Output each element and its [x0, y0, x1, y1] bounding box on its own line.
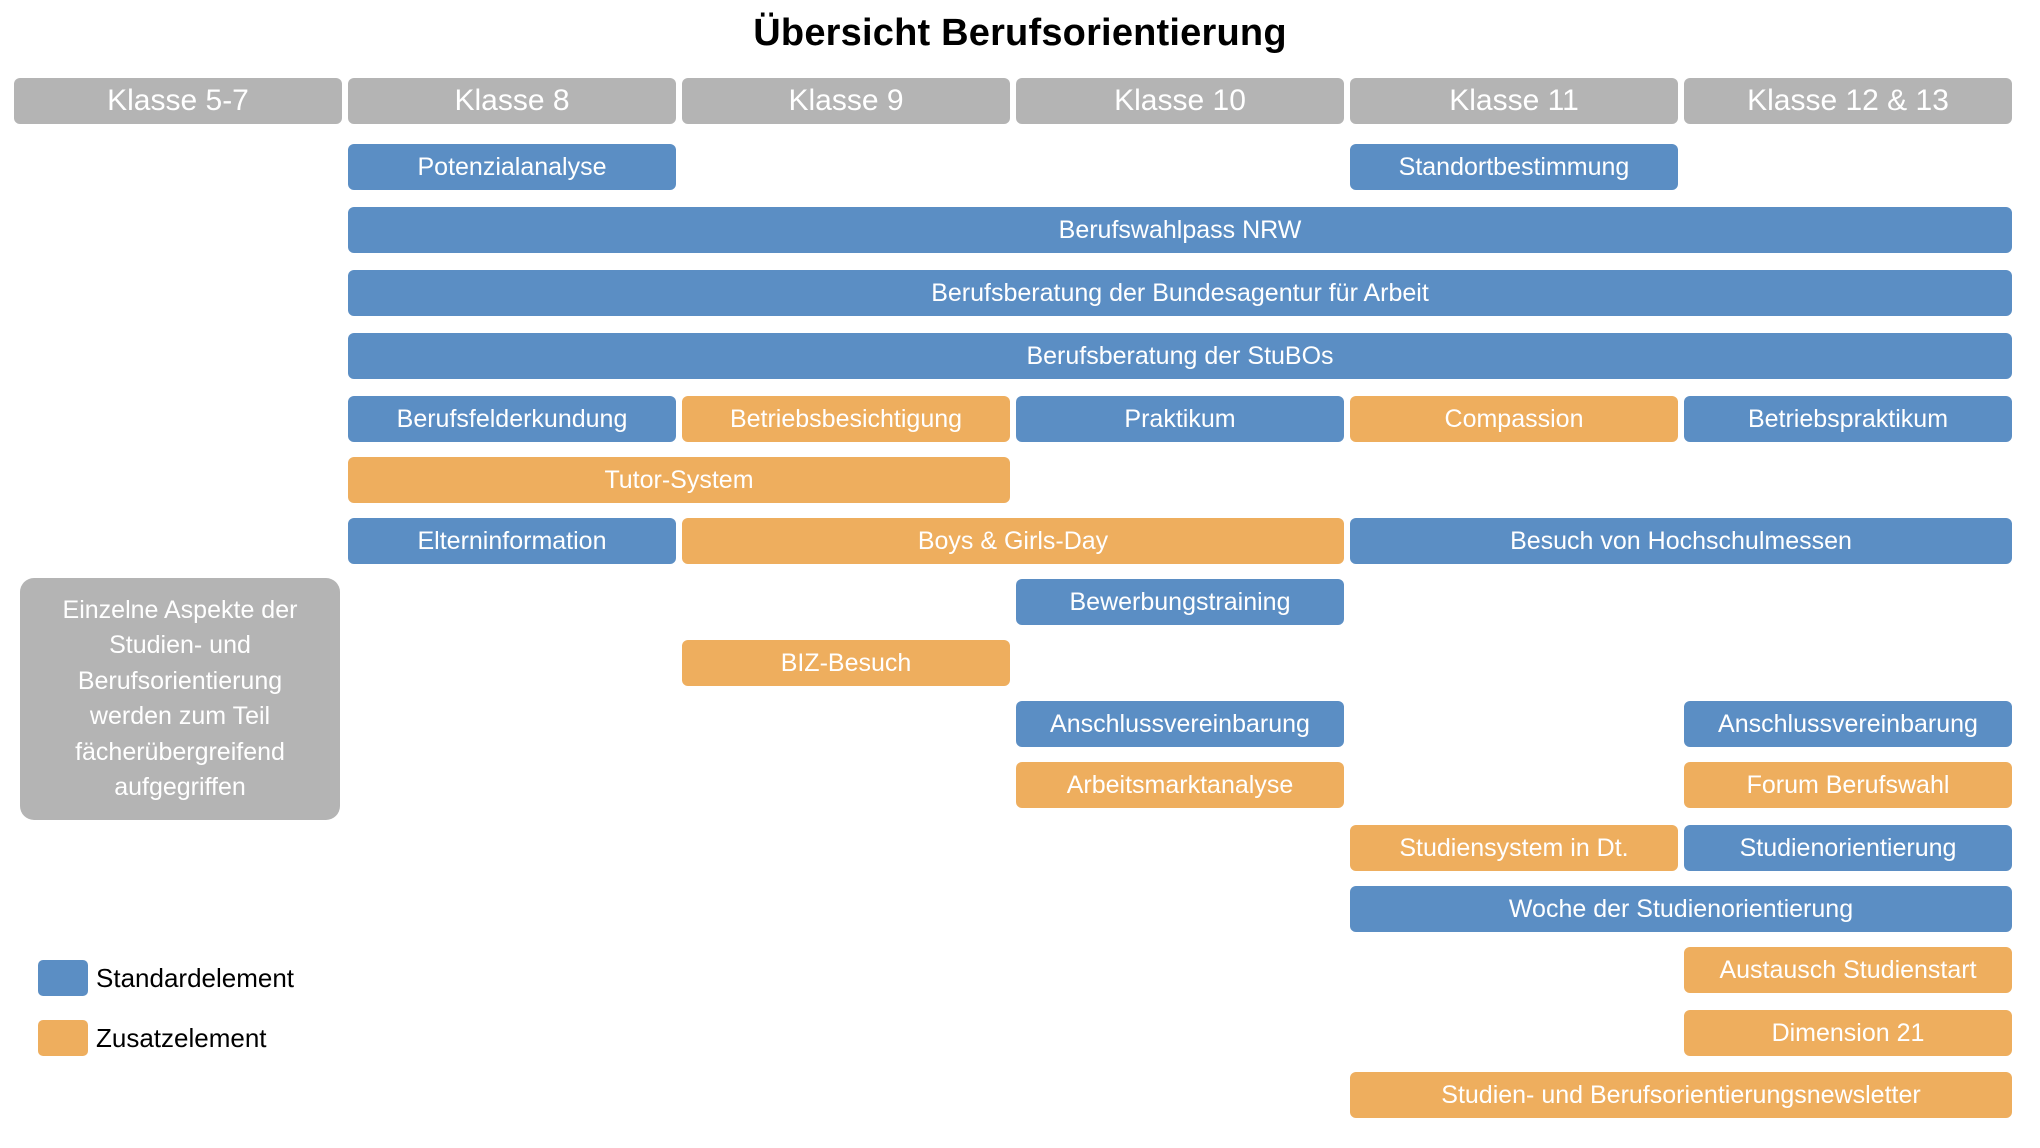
- column-header: Klasse 11: [1350, 78, 1678, 124]
- column-header: Klasse 8: [348, 78, 676, 124]
- timeline-bar: Forum Berufswahl: [1684, 762, 2012, 808]
- timeline-bar: Dimension 21: [1684, 1010, 2012, 1056]
- legend-swatch-standard: [38, 960, 88, 996]
- timeline-bar: Studien- und Berufsorientierungsnewsletter: [1350, 1072, 2012, 1118]
- column-header: Klasse 10: [1016, 78, 1344, 124]
- timeline-bar: Elterninformation: [348, 518, 676, 564]
- legend-label: Standardelement: [96, 963, 295, 993]
- timeline-bar: Woche der Studienorientierung: [1350, 886, 2012, 932]
- timeline-bar: Berufsfelderkundung: [348, 396, 676, 442]
- timeline-bar: Betriebspraktikum: [1684, 396, 2012, 442]
- timeline-bar: Berufswahlpass NRW: [348, 207, 2012, 253]
- timeline-bar: Standortbestimmung: [1350, 144, 1678, 190]
- timeline-bar: Boys & Girls-Day: [682, 518, 1344, 564]
- timeline-bar: Betriebsbesichtigung: [682, 396, 1010, 442]
- timeline-bar: Arbeitsmarktanalyse: [1016, 762, 1344, 808]
- timeline-bar: BIZ-Besuch: [682, 640, 1010, 686]
- column-header: Klasse 9: [682, 78, 1010, 124]
- timeline-bar: Praktikum: [1016, 396, 1344, 442]
- side-note: Einzelne Aspekte der Studien- und Berufsorientierung werden zum Teil fächerübergreifend aufgegriffen: [20, 578, 340, 820]
- timeline-bar: Tutor-System: [348, 457, 1010, 503]
- legend-swatch-zusatz: [38, 1020, 88, 1056]
- timeline-bar: Studienorientierung: [1684, 825, 2012, 871]
- timeline-bar: Besuch von Hochschulmessen: [1350, 518, 2012, 564]
- timeline-bar: Berufsberatung der StuBOs: [348, 333, 2012, 379]
- page-title: Übersicht Berufsorientierung: [753, 12, 1287, 54]
- timeline-bar: Studiensystem in Dt.: [1350, 825, 1678, 871]
- timeline-bar: Potenzialanalyse: [348, 144, 676, 190]
- column-header: Klasse 5-7: [14, 78, 342, 124]
- column-header: Klasse 12 & 13: [1684, 78, 2012, 124]
- timeline-bar: Bewerbungstraining: [1016, 579, 1344, 625]
- timeline-bar: Anschlussvereinbarung: [1684, 701, 2012, 747]
- timeline-bar: Austausch Studienstart: [1684, 947, 2012, 993]
- timeline-bar: Compassion: [1350, 396, 1678, 442]
- timeline-bar: Berufsberatung der Bundesagentur für Arbeit: [348, 270, 2012, 316]
- legend-label: Zusatzelement: [96, 1023, 267, 1053]
- timeline-bar: Anschlussvereinbarung: [1016, 701, 1344, 747]
